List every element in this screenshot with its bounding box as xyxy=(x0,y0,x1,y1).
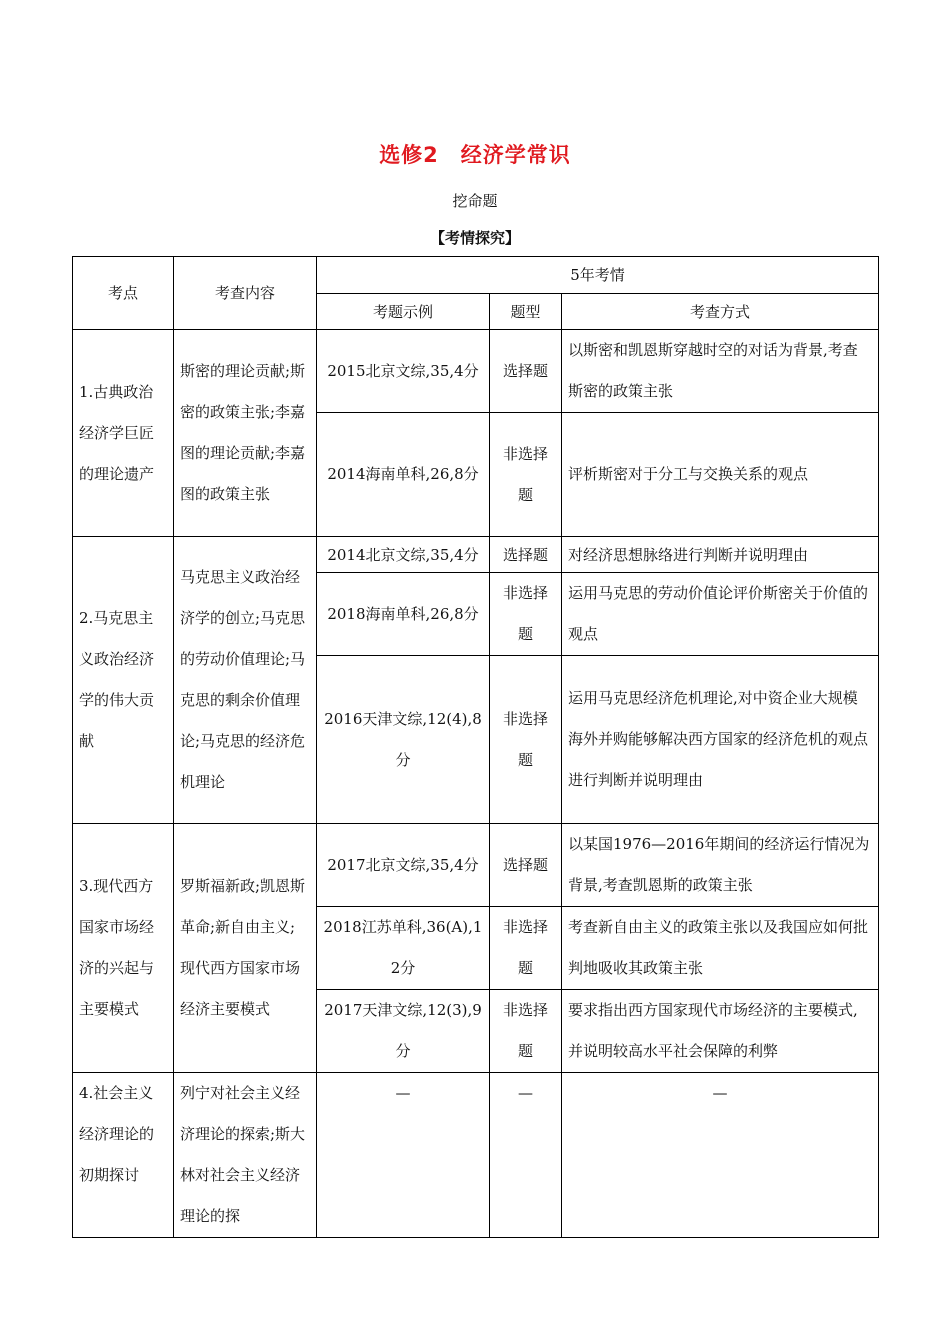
method-cell: 评析斯密对于分工与交换关系的观点 xyxy=(562,413,879,537)
example-cell: 2016天津文综,12(4),8分 xyxy=(317,656,490,824)
example-cell: — xyxy=(317,1073,490,1238)
header-method: 考查方式 xyxy=(562,294,879,330)
qtype-cell: 非选择题 xyxy=(490,656,562,824)
qtype-cell: 非选择题 xyxy=(490,413,562,537)
qtype-cell: 选择题 xyxy=(490,330,562,413)
page-title: 选修2 经济学常识 xyxy=(379,143,571,167)
method-cell: 运用马克思的劳动价值论评价斯密关于价值的观点 xyxy=(562,573,879,656)
exam-analysis-table xyxy=(72,256,879,1238)
example-cell: 2014海南单科,26,8分 xyxy=(317,413,490,537)
point-cell: 4.社会主义经济理论的初期探讨 xyxy=(73,1073,174,1238)
qtype-cell: 非选择题 xyxy=(490,990,562,1073)
content-cell: 马克思主义政治经济学的创立;马克思的劳动价值理论;马克思的剩余价值理论;马克思的经济危机理论 xyxy=(174,537,317,824)
header-example: 考题示例 xyxy=(317,294,490,330)
method-cell: — xyxy=(562,1073,879,1238)
example-cell: 2017北京文综,35,4分 xyxy=(317,824,490,907)
content-cell: 罗斯福新政;凯恩斯革命;新自由主义;现代西方国家市场经济主要模式 xyxy=(174,824,317,1073)
content-cell: 斯密的理论贡献;斯密的政策主张;李嘉图的理论贡献;李嘉图的政策主张 xyxy=(174,330,317,537)
example-cell: 2018海南单科,26,8分 xyxy=(317,573,490,656)
method-cell: 以某国1976—2016年期间的经济运行情况为背景,考查凯恩斯的政策主张 xyxy=(562,824,879,907)
example-cell: 2015北京文综,35,4分 xyxy=(317,330,490,413)
method-cell: 运用马克思经济危机理论,对中资企业大规模海外并购能够解决西方国家的经济危机的观点进行判断并说明理由 xyxy=(562,656,879,824)
qtype-cell: 选择题 xyxy=(490,537,562,573)
subtitle: 挖命题 xyxy=(452,192,498,210)
point-cell: 3.现代西方国家市场经济的兴起与主要模式 xyxy=(73,824,174,1073)
section-label: 【考情探究】 xyxy=(429,229,520,247)
header-qtype: 题型 xyxy=(490,294,562,330)
qtype-cell: 非选择题 xyxy=(490,907,562,990)
header-five-year: 5年考情 xyxy=(317,257,879,294)
header-content: 考查内容 xyxy=(174,257,317,330)
example-cell: 2017天津文综,12(3),9分 xyxy=(317,990,490,1073)
method-cell: 对经济思想脉络进行判断并说明理由 xyxy=(562,537,879,573)
qtype-cell: 非选择题 xyxy=(490,573,562,656)
method-cell: 考查新自由主义的政策主张以及我国应如何批判地吸收其政策主张 xyxy=(562,907,879,990)
header-point: 考点 xyxy=(73,257,174,330)
qtype-cell: 选择题 xyxy=(490,824,562,907)
example-cell: 2018江苏单科,36(A),12分 xyxy=(317,907,490,990)
content-cell: 列宁对社会主义经济理论的探索;斯大林对社会主义经济理论的探 xyxy=(174,1073,317,1238)
method-cell: 要求指出西方国家现代市场经济的主要模式,并说明较高水平社会保障的利弊 xyxy=(562,990,879,1073)
point-cell: 2.马克思主义政治经济学的伟大贡献 xyxy=(73,537,174,824)
method-cell: 以斯密和凯恩斯穿越时空的对话为背景,考查斯密的政策主张 xyxy=(562,330,879,413)
point-cell: 1.古典政治经济学巨匠的理论遗产 xyxy=(73,330,174,537)
qtype-cell: — xyxy=(490,1073,562,1238)
example-cell: 2014北京文综,35,4分 xyxy=(317,537,490,573)
